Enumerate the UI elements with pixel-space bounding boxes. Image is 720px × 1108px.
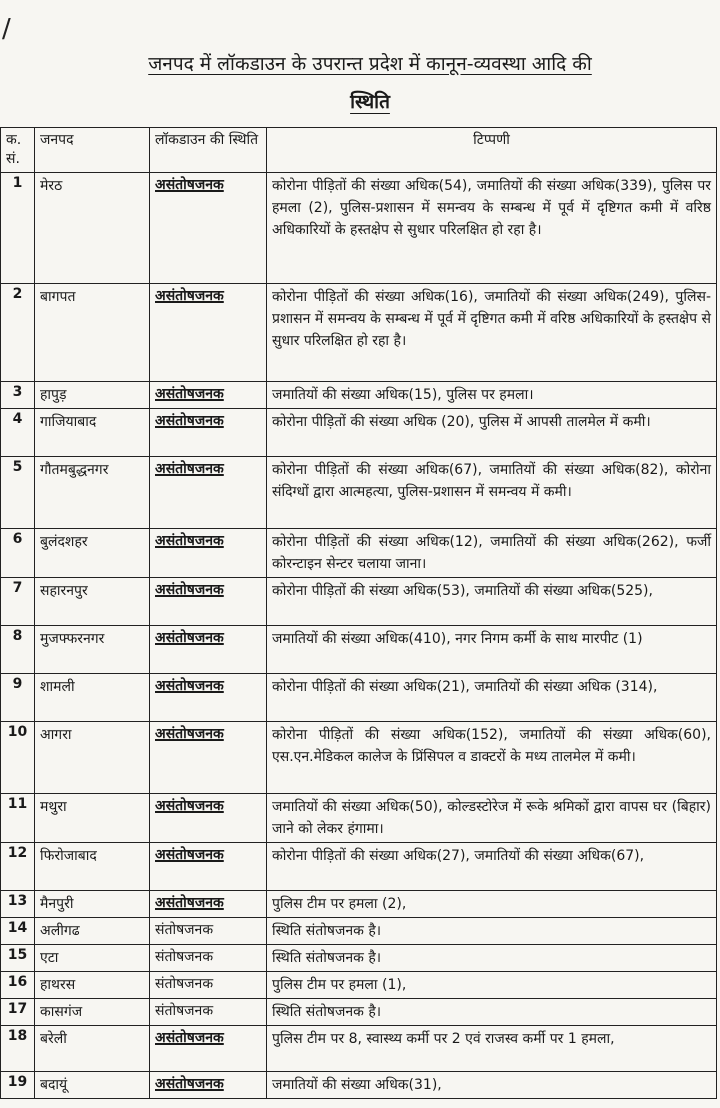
status-cell: [150, 999, 267, 1026]
remark-cell: स्थिति संतोषजनक है।: [267, 999, 717, 1026]
serial-cell: 3: [1, 382, 35, 409]
status-text: असंतोषजनक: [155, 895, 224, 911]
serial-cell: 17: [1, 999, 35, 1026]
table-row: [1, 945, 717, 972]
status-text: असंतोषजनक: [155, 461, 224, 477]
table-row: [1, 794, 717, 843]
serial-cell: 8: [1, 626, 35, 674]
district-cell: बरेली: [35, 1026, 150, 1072]
district-cell: बागपत: [35, 284, 150, 382]
remark-cell: जमातियों की संख्या अधिक(15), पुलिस पर हमला।: [267, 382, 717, 409]
status-text: संतोषजनक: [155, 976, 214, 992]
status-cell: [150, 626, 267, 674]
serial-cell: 5: [1, 457, 35, 529]
remark-cell: कोरोना पीड़ितों की संख्या अधिक (20), पुलिस में आपसी तालमेल में कमी।: [267, 409, 717, 457]
status-text: असंतोषजनक: [155, 678, 224, 694]
table-row: [1, 284, 717, 382]
table-row: [1, 722, 717, 794]
status-cell: [150, 382, 267, 409]
margin-mark: /: [2, 14, 11, 44]
status-cell: [150, 529, 267, 578]
remark-cell: कोरोना पीड़ितों की संख्या अधिक(53), जमातियों की संख्या अधिक(525),: [267, 578, 717, 626]
status-text: असंतोषजनक: [155, 413, 224, 429]
remark-cell: कोरोना पीड़ितों की संख्या अधिक(21), जमातियों की संख्या अधिक (314),: [267, 674, 717, 722]
district-cell: एटा: [35, 945, 150, 972]
status-text: असंतोषजनक: [155, 798, 224, 814]
serial-cell: 7: [1, 578, 35, 626]
serial-cell: 9: [1, 674, 35, 722]
remark-cell: कोरोना पीड़ितों की संख्या अधिक(152), जमातियों की संख्या अधिक(60), एस.एन.मेडिकल कालेज के प्रिंसिपल व डाक्टरों के मध्य तालमेल में कमी।: [267, 722, 717, 794]
district-cell: कासगंज: [35, 999, 150, 1026]
status-text: असंतोषजनक: [155, 386, 224, 402]
status-cell: [150, 1072, 267, 1099]
table-row: [1, 972, 717, 999]
table-row: [1, 173, 717, 284]
status-cell: [150, 794, 267, 843]
serial-cell: 13: [1, 891, 35, 918]
serial-cell: 18: [1, 1026, 35, 1072]
table-header-row: [1, 128, 717, 173]
district-cell: मैनपुरी: [35, 891, 150, 918]
status-cell: [150, 972, 267, 999]
district-cell: मथुरा: [35, 794, 150, 843]
header-remarks: टिप्पणी: [267, 128, 717, 173]
table-row: [1, 1072, 717, 1099]
table-row: [1, 409, 717, 457]
status-cell: [150, 722, 267, 794]
district-cell: गौतमबुद्धनगर: [35, 457, 150, 529]
status-cell: [150, 409, 267, 457]
table-row: [1, 578, 717, 626]
district-cell: बदायूं: [35, 1072, 150, 1099]
status-text: संतोषजनक: [155, 949, 214, 965]
district-cell: हापुड़: [35, 382, 150, 409]
table-row: [1, 529, 717, 578]
serial-cell: 19: [1, 1072, 35, 1099]
table-row: [1, 891, 717, 918]
title-line-2: स्थिति: [350, 91, 390, 113]
status-text: असंतोषजनक: [155, 630, 224, 646]
serial-cell: 10: [1, 722, 35, 794]
status-cell: [150, 1026, 267, 1072]
status-text: असंतोषजनक: [155, 177, 224, 193]
district-cell: आगरा: [35, 722, 150, 794]
serial-cell: 4: [1, 409, 35, 457]
serial-cell: 2: [1, 284, 35, 382]
status-cell: [150, 173, 267, 284]
status-cell: [150, 674, 267, 722]
serial-cell: 15: [1, 945, 35, 972]
serial-cell: 12: [1, 843, 35, 891]
status-text: संतोषजनक: [155, 1003, 214, 1019]
remark-cell: कोरोना पीड़ितों की संख्या अधिक(16), जमातियों की संख्या अधिक(249), पुलिस-प्रशासन में समन्वय के सम्बन्ध में पूर्व में दृष्टिगत कमी में वरिष्ठ अधिकारियों के हस्तक्षेप से सुधार परिलक्षित हो रहा है।: [267, 284, 717, 382]
status-cell: [150, 918, 267, 945]
remark-cell: कोरोना पीड़ितों की संख्या अधिक(54), जमातियों की संख्या अधिक(339), पुलिस पर हमला (2), पुलिस-प्रशासन में समन्वय के सम्बन्ध में पूर्व में दृष्टिगत कमी में वरिष्ठ अधिकारियों के हस्तक्षेप से सुधार परिलक्षित हो रहा है।: [267, 173, 717, 284]
remark-cell: जमातियों की संख्या अधिक(410), नगर निगम कर्मी के साथ मारपीट (1): [267, 626, 717, 674]
remark-cell: पुलिस टीम पर हमला (2),: [267, 891, 717, 918]
serial-cell: 14: [1, 918, 35, 945]
status-text: असंतोषजनक: [155, 288, 224, 304]
district-cell: शामली: [35, 674, 150, 722]
header-district: जनपद: [35, 128, 150, 173]
status-cell: [150, 945, 267, 972]
serial-cell: 1: [1, 173, 35, 284]
district-cell: गाजियाबाद: [35, 409, 150, 457]
law-order-status-table: [0, 127, 717, 1099]
district-cell: मुजफ्फरनगर: [35, 626, 150, 674]
header-status: लॉकडाउन की स्थिति: [150, 128, 267, 173]
status-text: असंतोषजनक: [155, 1076, 224, 1092]
serial-cell: 11: [1, 794, 35, 843]
remark-cell: स्थिति संतोषजनक है।: [267, 918, 717, 945]
remark-cell: स्थिति संतोषजनक है।: [267, 945, 717, 972]
table-row: [1, 1026, 717, 1072]
district-cell: अलीगढ: [35, 918, 150, 945]
status-text: असंतोषजनक: [155, 847, 224, 863]
remark-cell: कोरोना पीड़ितों की संख्या अधिक(67), जमातियों की संख्या अधिक(82), कोरोना संदिग्धों द्वारा आत्महत्या, पुलिस-प्रशासन में समन्वय में कमी।: [267, 457, 717, 529]
table-row: [1, 843, 717, 891]
status-cell: [150, 457, 267, 529]
status-text: असंतोषजनक: [155, 582, 224, 598]
remark-cell: जमातियों की संख्या अधिक(50), कोल्डस्टोरेज में रूके श्रमिकों द्वारा वापस घर (बिहार) जाने को लेकर हंगामा।: [267, 794, 717, 843]
remark-cell: कोरोना पीड़ितों की संख्या अधिक(27), जमातियों की संख्या अधिक(67),: [267, 843, 717, 891]
status-text: असंतोषजनक: [155, 726, 224, 742]
document-title: [40, 50, 700, 116]
serial-cell: 16: [1, 972, 35, 999]
table-row: [1, 918, 717, 945]
district-cell: बुलंदशहर: [35, 529, 150, 578]
status-text: संतोषजनक: [155, 922, 214, 938]
status-cell: [150, 843, 267, 891]
remark-cell: पुलिस टीम पर 8, स्वास्थ्य कर्मी पर 2 एवं राजस्व कर्मी पर 1 हमला,: [267, 1026, 717, 1072]
serial-cell: 6: [1, 529, 35, 578]
table-body: [1, 173, 717, 1099]
table-row: [1, 674, 717, 722]
header-serial: क. सं.: [1, 128, 35, 173]
status-cell: [150, 891, 267, 918]
table-row: [1, 626, 717, 674]
status-cell: [150, 578, 267, 626]
district-cell: फिरोजाबाद: [35, 843, 150, 891]
table-row: [1, 999, 717, 1026]
district-cell: सहारनपुर: [35, 578, 150, 626]
district-cell: हाथरस: [35, 972, 150, 999]
remark-cell: जमातियों की संख्या अधिक(31),: [267, 1072, 717, 1099]
remark-cell: कोरोना पीड़ितों की संख्या अधिक(12), जमातियों की संख्या अधिक(262), फर्जी कोरन्टाइन सेन्टर चलाया जाना।: [267, 529, 717, 578]
district-cell: मेरठ: [35, 173, 150, 284]
remark-cell: पुलिस टीम पर हमला (1),: [267, 972, 717, 999]
status-cell: [150, 284, 267, 382]
table-row: [1, 457, 717, 529]
title-line-1: जनपद में लॉकडाउन के उपरान्त प्रदेश में कानून-व्यवस्था आदि की: [148, 53, 592, 75]
status-text: असंतोषजनक: [155, 1030, 224, 1046]
table-row: [1, 382, 717, 409]
status-text: असंतोषजनक: [155, 533, 224, 549]
